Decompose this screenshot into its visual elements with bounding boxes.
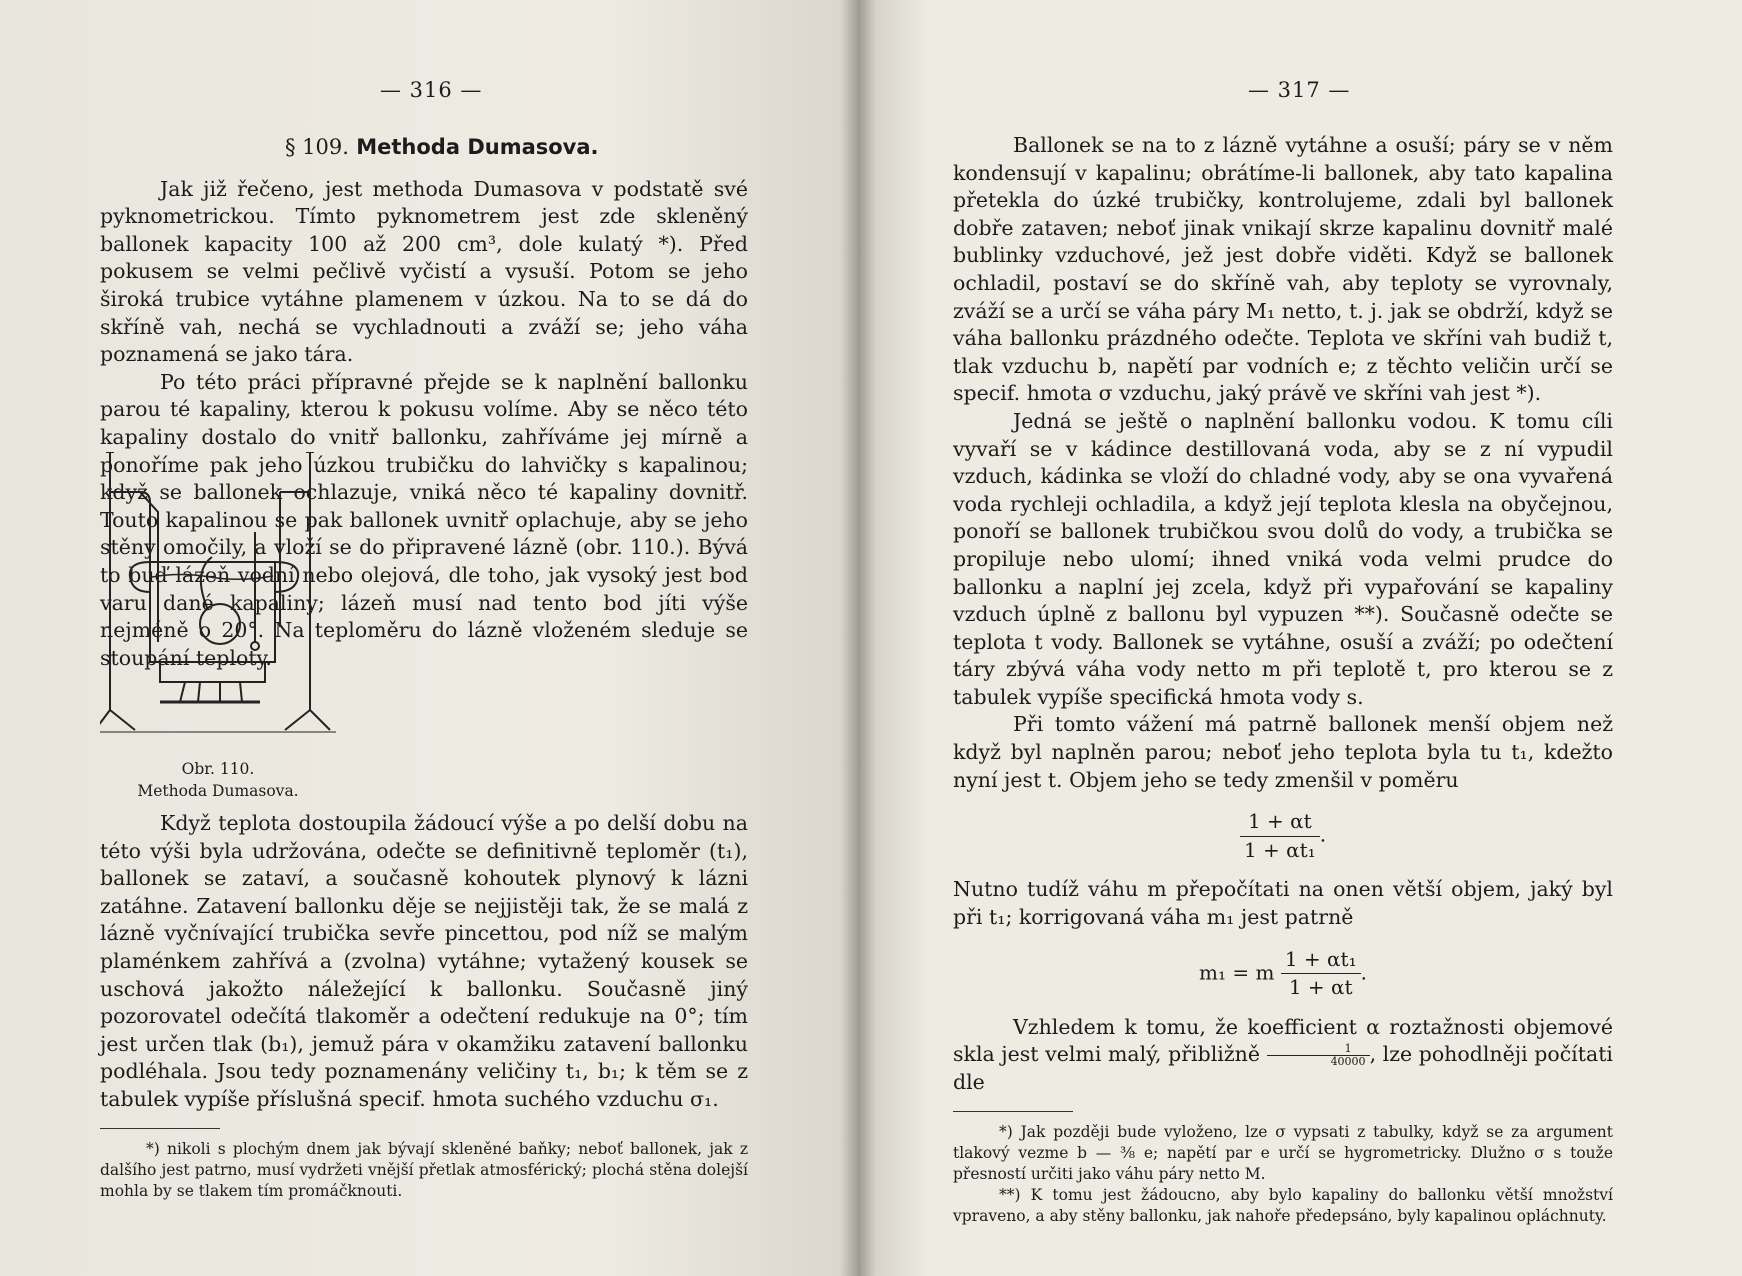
figure-caption-number: Obr. 110.	[181, 760, 255, 778]
page-number-right: — 317 —	[1248, 78, 1351, 102]
right-paragraph-5-pre: Vzhledem k tomu, že koefficient α roztažnosti objemové skla jest velmi malý, přibližně	[953, 1014, 1613, 1067]
section-heading	[285, 134, 748, 162]
footnote-divider-left	[100, 1128, 220, 1129]
left-paragraph-3: Když teplota dostoupila žádoucí výše a po delší dobu na této výši byla udržována, odečte se definitivně teploměr (t₁), ballonek se zataví, a současně kohoutek plynový k lázni zatáhne. Zatavení ballonku děje se nejjistěji tak, že se malá z lázně vyčnívající trubička sevře pincettou, pod níž se malým plaménkem zahřívá a (zvolna) vytáhne; vytažený kousek se uschová jakožto náležející k ballonku. Současně jiný pozorovatel odečítá tlakoměr a odečtení redukuje na 0°; tím jest určen tlak (b₁), jemuž pára v okamžiku zatavení ballonku podléhala. Jsou tedy poznamenány veličiny t₁, b₁; k těm se z tabulek vypíše příslušná specif. hmota suchého vzduchu σ₁.	[100, 811, 748, 1111]
book-gutter-shadow	[840, 0, 876, 1276]
formula-2-numerator: 1 + αt₁	[1281, 946, 1361, 975]
right-paragraph-1: Ballonek se na to z lázně vytáhne a osuší; páry se v něm kondensují v kapalinu; obrátíme-li ballonek, aby tato kapalina přetekla do úzké trubičky, kontrolujeme, zdali byl ballonek dobře zataven; neboť jinak vnikají skrze kapalinu dovnitř malé bublinky vzduchové, jež jest dobře viděti. Když se ballonek ochladil, postaví se do skříně vah, aby teploty se vyrovnaly, zváží se a určí se váha páry M₁ netto, t. j. jak se obdrží, když se váha ballonku prázdného odečte. Teplota ve skříni vah budiž t, tlak vzduchu b, napětí par vodních e; z těchto veličin určí se specif. hmota σ vzduchu, jaký právě ve skříni vah jest *).	[953, 133, 1613, 406]
dumas-apparatus-illustration	[100, 452, 336, 752]
right-paragraph-4: Nutno tudíž váhu m přepočítati na onen větší objem, jaký byl při t₁; korrigovaná váha m₁ jest patrně	[953, 877, 1613, 930]
right-paragraph-3: Při tomto vážení má patrně ballonek menší objem než když byl naplněn parou; neboť jeho teplota byla tu t₁, kdežto nyní jest t. Objem jeho se tedy zmenšil v poměru	[953, 712, 1613, 792]
approx-fraction-numerator: 1	[1267, 1043, 1370, 1056]
right-paragraph-2: Jedná se ještě o naplnění ballonku vodou. K tomu cíli vyvaří se v kádince destillovaná voda, aby se z ní vypudil vzduch, kádinka se vloží do chladné vody, aby se ona vyvařená voda rychleji ochladila, a když její teplota klesla na obyčejnou, ponoří se ballonek trubičkou svou dolů do vody, a trubička se propiluje nebo ulomí; ihned vniká voda velmi prudce do ballonku a naplní jej zcela, když při vypařování se kapaliny vzduch úplně z ballonu byl vypuzen **). Současně odečte se teplota t vody. Ballonek se vytáhne, osuší a zváží; po odečtení táry zbývá váha vody netto m při teplotě t, pro kterou se z tabulek vypíše specifická hmota vody s.	[953, 408, 1613, 709]
right-text-column	[953, 132, 1613, 1227]
figure-caption-title: Methoda Dumasova.	[137, 782, 299, 800]
figure-110	[100, 452, 336, 830]
left-footnote: *) nikoli s plochým dnem jak bývají skleněné baňky; neboť ballonek, jak z dalšího jest patrno, musí vydržeti vnější přetlak atmosférický; plochá stěna dolejší mohla by se tlakem tím promáčknouti.	[100, 1139, 748, 1200]
formula-2-lhs: m₁ = m	[1199, 960, 1275, 985]
formula-corrected-weight: m₁ = m $\frac{\text{1 + αt₁}}{1 + \alpha t}$ .	[953, 946, 1613, 1002]
left-page	[0, 0, 858, 1276]
approx-fraction	[1267, 1043, 1370, 1068]
formula-1-numerator: 1 + αt	[1240, 808, 1320, 837]
right-paragraph-5	[953, 1014, 1613, 1097]
right-page	[858, 0, 1742, 1276]
right-footnote-2: **) K tomu jest žádoucno, aby bylo kapaliny do ballonku větší množství vpraveno, a aby stěny ballonku, jak nahoře předepsáno, byly kapalinou opláchnuty.	[953, 1185, 1613, 1225]
formula-1-fraction	[1240, 808, 1320, 864]
left-text-column-lower	[100, 810, 748, 1202]
approx-fraction-denominator: 40000	[1330, 1055, 1366, 1069]
left-paragraph-2: Po této práci přípravné přejde se k naplnění ballonku parou té kapaliny, kterou k pokusu volíme. Aby se něco této kapaliny dostalo do vnitř ballonku, zahříváme jej mírně a ponoříme pak jeho úzkou trubičku do lahvičky s kapalinou; když se ballonek ochlazuje, vniká něco té kapaliny dovnitř. Touto kapalinou se pak ballonek uvnitř oplachuje, aby se jeho stěny omočily, a vloží se do připravené lázně (obr. 110.). Bývá to buď lázeň vodní nebo olejová, dle toho, jak vysoký jest bod varu dané kapaliny; lázeň musí nad tento bod jíti výše nejméně o 20°. Na teploměru do lázně vloženém sleduje se stoupání teploty.	[100, 369, 748, 670]
formula-2-fraction	[1281, 946, 1361, 1002]
footnote-divider-right	[953, 1111, 1073, 1112]
formula-1-denominator: 1 + αt₁	[1243, 837, 1316, 862]
formula-2-denominator: 1 + αt	[1288, 975, 1353, 1000]
right-paragraph-5-post: , lze pohodlněji počítati dle	[953, 1042, 1613, 1094]
page-number-left: — 316 —	[380, 78, 483, 102]
right-footnote-1: *) Jak později bude vyloženo, lze σ vypsati z tabulky, když se za argument tlakový vezme b — ⅜ e; napětí par e určí se hygrometricky. Dlužno σ s touže přesností určiti jako váhu páry netto M.	[953, 1122, 1613, 1183]
left-paragraph-1: Jak již řečeno, jest methoda Dumasova v podstatě své pyknometrickou. Tímto pyknometrem jest zde skleněný ballonek kapacity 100 až 200 cm³, dole kulatý *). Před pokusem se velmi pečlivě vyčistí a vysuší. Potom se jeho široká trubice vytáhne plamenem v úzkou. Na to se dá do skříně vah, nechá se vychladnouti a zváží se; jeho váha poznamená se jako tára.	[100, 176, 748, 367]
section-title: Methoda Dumasova.	[356, 135, 599, 159]
left-figure-block	[100, 448, 748, 830]
section-marker: § 109.	[285, 135, 349, 159]
formula-volume-ratio: $\frac{1 + \alpha t}{\text{1 + αt₁}}$ .	[953, 808, 1613, 864]
